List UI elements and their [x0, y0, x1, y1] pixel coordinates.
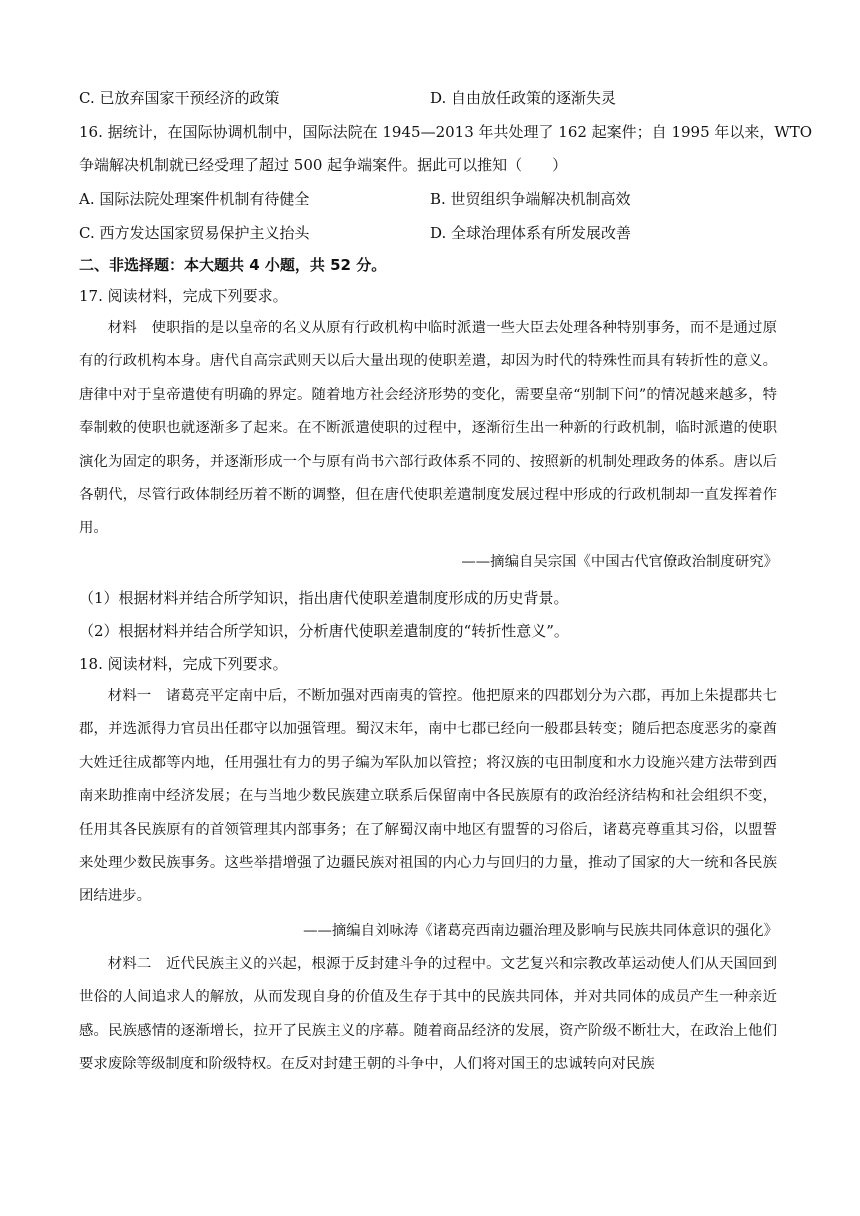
q15-option-c[interactable]: C. 已放弃国家干预经济的政策 — [79, 89, 280, 107]
q15-option-d[interactable]: D. 自由放任政策的逐渐失灵 — [430, 89, 617, 107]
q16-option-a[interactable]: A. 国际法院处理案件机制有待健全 — [79, 190, 310, 208]
q17-stem: 17. 阅读材料，完成下列要求。 — [79, 287, 288, 305]
q17-material: 材料 使职指的是以皇帝的名义从原有行政机构中临时派遣一些大臣去处理各种特别事务，而不是通过原有的行政机构本身。唐代自高宗武则天以后大量出现的使职差遣，却因为时代的特殊性而具有转折性的意义。唐律中对于皇帝遣使有明确的界定。随着地方社会经济形势的变化，需要皇帝“别制下问”的情况越来越多，特奉制敕的使职也就逐渐多了起来。在不断派遣使职的过程中，逐渐衍生出一种新的行政机制，临时派遣的使职演化为固定的职务，并逐渐形成一个与原有尚书六部行政体系不同的、按照新的机制处理政务的体系。唐以后各朝代，尽管行政体制经历着不断的调整，但在唐代使职差遣制度发展过程中形成的行政机制却一直发挥着作用。 — [79, 320, 777, 537]
q17-sub2: （2）根据材料并结合所学知识，分析唐代使职差遣制度的“转折性意义”。 — [79, 622, 569, 640]
section2-heading: 二、非选择题：本大题共 4 小题，共 52 分。 — [79, 256, 387, 274]
q16-option-b[interactable]: B. 世贸组织争端解决机制高效 — [430, 190, 631, 208]
q18-stem: 18. 阅读材料，完成下列要求。 — [79, 655, 288, 673]
q16-stem-line1: 16. 据统计，在国际协调机制中，国际法院在 1945—2013 年共处理了 162 起案件；自 1995 年以来，WTO — [79, 123, 813, 141]
q17-sub1: （1）根据材料并结合所学知识，指出唐代使职差遣制度形成的历史背景。 — [79, 589, 569, 607]
q16-option-d[interactable]: D. 全球治理体系有所发展改善 — [430, 224, 632, 242]
q17-source: ——摘编自吴宗国《中国古代官僚政治制度研究》 — [461, 554, 778, 570]
q18-material1: 材料一 诸葛亮平定南中后，不断加强对西南夷的管控。他把原来的四郡划分为六郡，再加上朱提郡共七郡，并选派得力官员出任郡守以加强管理。蜀汉末年，南中七郡已经向一般郡县转变；随后把态度恶劣的豪酋大姓迁往成都等内地，任用强壮有力的男子编为军队加以管控；将汉族的屯田制度和水力设施兴建方法带到西南来助推南中经济发展；在与当地少数民族建立联系后保留南中各民族原有的政治经济结构和社会组织不变，任用其各民族原有的首领管理其内部事务；在了解蜀汉南中地区有盟誓的习俗后，诸葛亮尊重其习俗，以盟誓来处理少数民族事务。这些举措增强了边疆民族对祖国的内心力与回归的力量，推动了国家的大一统和各民族团结进步。 — [79, 688, 777, 905]
q18-source1: ——摘编自刘咏涛《诸葛亮西南边疆治理及影响与民族共同体意识的强化》 — [303, 923, 778, 939]
q16-option-c[interactable]: C. 西方发达国家贸易保护主义抬头 — [79, 224, 310, 242]
q16-stem-line2: 争端解决机制就已经受理了超过 500 起争端案件。据此可以推知（ ） — [79, 156, 568, 174]
q18-material2: 材料二 近代民族主义的兴起，根源于反封建斗争的过程中。文艺复兴和宗教改革运动使人们从天国回到世俗的人间追求人的解放，从而发现自身的价值及生存于其中的民族共同体，并对共同体的成员产生一种亲近感。民族感情的逐渐增长，拉开了民族主义的序幕。随着商品经济的发展，资产阶级不断壮大，在政治上他们要求废除等级制度和阶级特权。在反对封建王朝的斗争中，人们将对国王的忠诚转向对民族 — [79, 956, 777, 1073]
